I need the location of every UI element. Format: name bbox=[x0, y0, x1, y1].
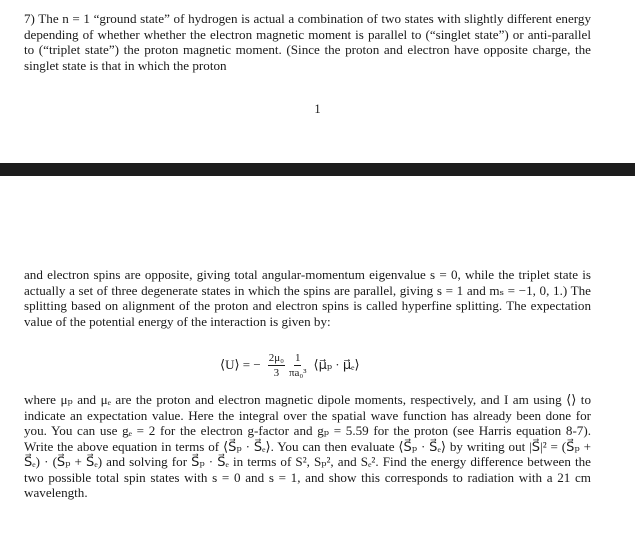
equation-fraction-denominator: 3 bbox=[273, 366, 280, 379]
potential-energy-equation bbox=[220, 350, 360, 380]
problem-intro-paragraph: 7) The n = 1 “ground state” of hydrogen is actual a combination of two states with slightly different energy depending of whether whether the electron magnetic moment is parallel to (“singlet state”) or anti-parallel to (“triplet state”) the proton magnetic moment. (Since the proton and electron have opposite charge, the singlet state is that in which the proton bbox=[24, 11, 591, 73]
problem-instructions-paragraph: where μₚ and μₑ are the proton and electron magnetic dipole moments, respectively, and I am using ⟨⟩ to indicate an expectation value. Here the integral over the spatial wave function has already been done for you. You can use gₑ = 2 for the electron g-factor and gₚ = 5.59 for the proton (see Harris equation 8-7). Write the above equation in terms of ⟨S⃗ₚ · S⃗ₑ⟩. You can then evaluate ⟨S⃗ₚ · S⃗ₑ⟩ by writing out |S⃗|² = (S⃗ₚ + S⃗ₑ) · (S⃗ₚ + S⃗ₑ) and solving for S⃗ₚ · S⃗ₑ in terms of S², Sₚ², and Sₑ². Find the energy difference between the two possible total spin states with s = 0 and s = 1, and show this corresponds to radiation with a 21 cm wavelength. bbox=[24, 392, 591, 500]
equation-lhs: ⟨U⟩ = − bbox=[220, 357, 261, 372]
equation-fraction-numerator: 1 bbox=[294, 351, 301, 364]
problem-continuation-paragraph: and electron spins are opposite, giving total angular-momentum eigenvalue s = 0, while the triplet state is actually a set of three degenerate states in which the spins are parallel, giving s = 1 and mₛ = −1, 0, 1.) The splitting based on alignment of the proton and electron spins is called hyperfine splitting. The expectation value of the potential energy of the interaction is given by: bbox=[24, 267, 591, 329]
equation-fraction-coefficient bbox=[268, 352, 285, 379]
page-break-divider bbox=[0, 163, 635, 176]
equation-fraction-denominator: πa₀³ bbox=[288, 366, 307, 379]
page-number: 1 bbox=[314, 102, 321, 116]
equation-rhs: ⟨μ⃗ₚ · μ⃗ₑ⟩ bbox=[313, 357, 360, 372]
equation-fraction-radius bbox=[289, 352, 307, 379]
equation-fraction-numerator: 2μ₀ bbox=[268, 351, 284, 364]
